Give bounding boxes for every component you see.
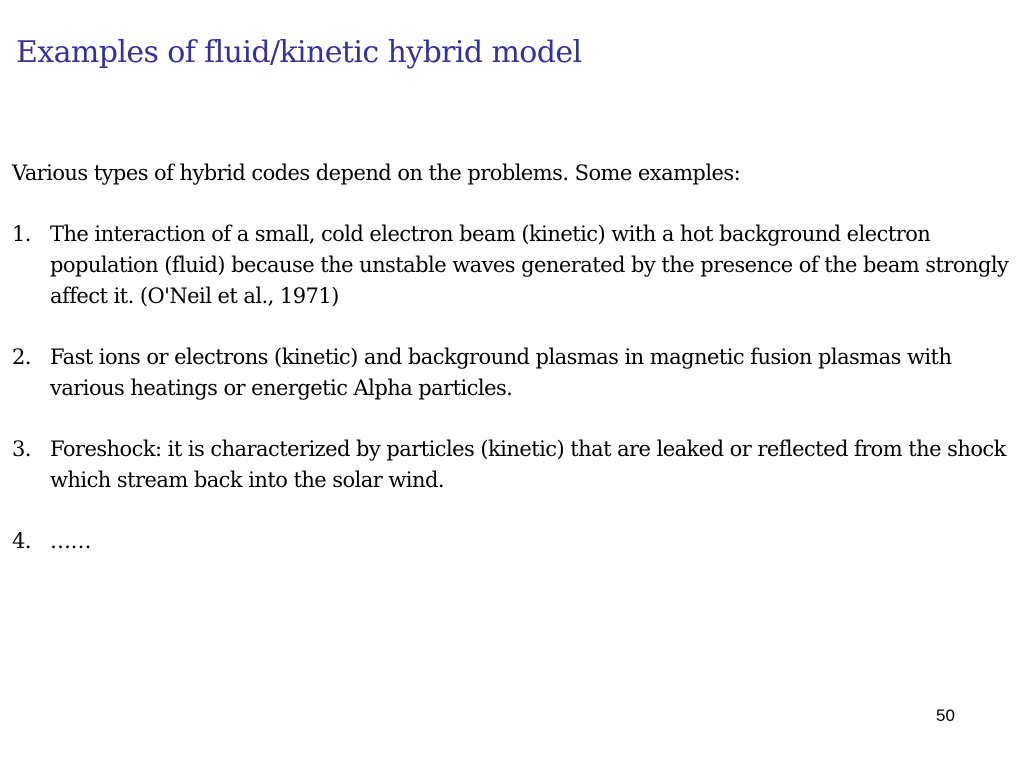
intro-text: Various types of hybrid codes depend on the problems. Some examples: [12,161,741,185]
example-item-4 [12,526,1012,557]
example-text: Fast ions or electrons (kinetic) and background plasmas in magnetic fusion plasmas with various heatings or energetic Alpha particles. [50,345,952,400]
example-text: The interaction of a small, cold electron beam (kinetic) with a hot background electron population (fluid) because the unstable waves generated by the presence of the beam strongly affect it. (O'Neil et al., 1971) [50,222,1009,308]
example-item-3 [12,434,1012,495]
example-number: 2. [12,345,31,370]
page-number: 50 [936,706,955,725]
example-text: …… [50,529,91,554]
slide-body [12,158,1012,588]
example-number: 4. [12,529,31,554]
example-text: Foreshock: it is characterized by particles (kinetic) that are leaked or reflected from the shock which stream back into the solar wind. [50,437,1006,492]
example-item-2 [12,342,1012,403]
slide-title: Examples of fluid/kinetic hybrid model [16,35,582,70]
examples-list [12,219,1012,557]
example-number: 1. [12,222,31,247]
example-number: 3. [12,437,31,462]
example-item-1 [12,219,1012,311]
